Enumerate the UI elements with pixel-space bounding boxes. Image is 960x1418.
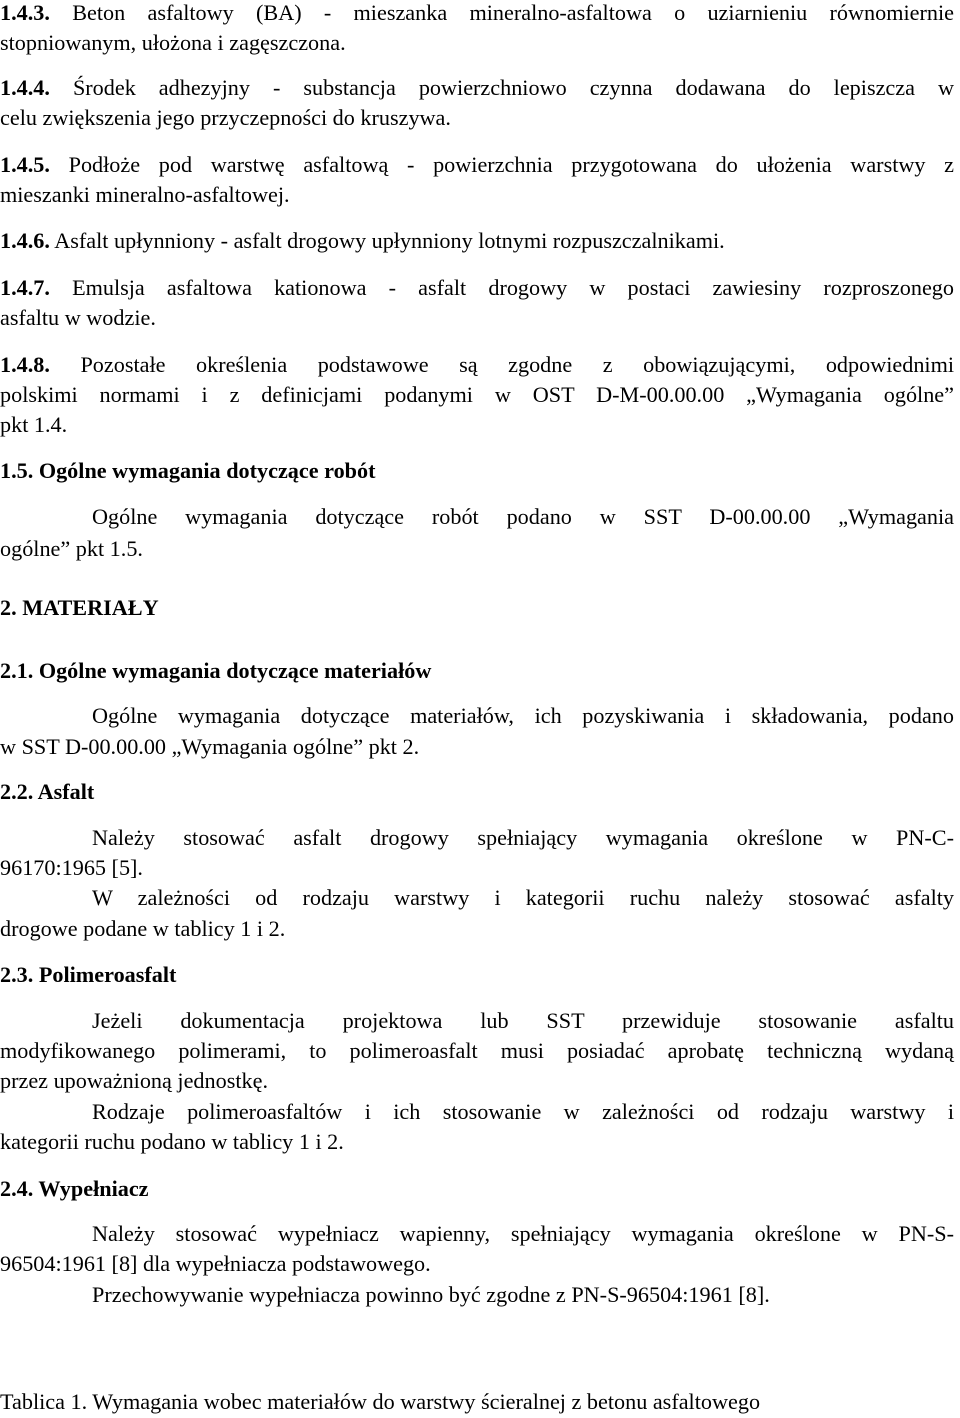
definition-1-4-7-line-2: asfaltu w wodzie.: [0, 305, 156, 330]
definition-number: 1.4.5.: [0, 152, 50, 177]
definition-text: Podłoże pod warstwę asfaltową - powierzchnia przygotowana do ułożenia warstwy z: [68, 152, 955, 177]
section-1-5-paragraph-line-2: ogólne” pkt 1.5.: [0, 536, 143, 561]
section-2-1-paragraph-line-1: Ogólne wymagania dotyczące materiałów, ich pozyskiwania i składowania, podano: [92, 703, 954, 728]
definition-number: 1.4.8.: [0, 352, 50, 377]
definition-text: Asfalt upłynniony - asfalt drogowy upłynniony lotnymi rozpuszczalnikami.: [54, 228, 725, 253]
table-caption: Tablica 1. Wymagania wobec materiałów do warstwy ścieralnej z betonu asfaltowego: [0, 1389, 761, 1414]
section-2-3-paragraph-line-3: przez upoważnioną jednostkę.: [0, 1068, 268, 1093]
definition-number: 1.4.6.: [0, 228, 50, 253]
definition-number: 1.4.4.: [0, 75, 50, 100]
definition-number: 1.4.3.: [0, 0, 50, 25]
section-2-4-paragraph-line-3: Przechowywanie wypełniacza powinno być zgodne z PN-S-96504:1961 [8].: [92, 1282, 770, 1307]
definition-1-4-3-line-2: stopniowanym, ułożona i zagęszczona.: [0, 30, 346, 55]
section-2-1-paragraph-line-2: w SST D-00.00.00 „Wymagania ogólne” pkt 2.: [0, 734, 420, 759]
section-2-2-paragraph-line-3: W zależności od rodzaju warstwy i kategorii ruchu należy stosować asfalty: [92, 885, 954, 910]
definition-text: Emulsja asfaltowa kationowa - asfalt drogowy w postaci zawiesiny rozproszonego: [72, 275, 954, 300]
definition-1-4-7-line-1: [0, 273, 954, 303]
section-1-5-paragraph-line-1: Ogólne wymagania dotyczące robót podano w SST D-00.00.00 „Wymagania: [92, 504, 954, 529]
section-heading-1-5: 1.5. Ogólne wymagania dotyczące robót: [0, 458, 376, 483]
definition-1-4-8-line-3: pkt 1.4.: [0, 412, 68, 437]
section-heading-2-1: 2.1. Ogólne wymagania dotyczące materiałów: [0, 658, 432, 683]
section-heading-2-2: 2.2. Asfalt: [0, 779, 95, 804]
section-2-4-paragraph-line-2: 96504:1961 [8] dla wypełniacza podstawowego.: [0, 1251, 431, 1276]
definition-number: 1.4.7.: [0, 275, 50, 300]
section-2-3-paragraph-line-2: modyfikowanego polimerami, to polimeroasfalt musi posiadać aprobatę techniczną wydaną: [0, 1038, 954, 1063]
section-2-2-paragraph-line-4: drogowe podane w tablicy 1 i 2.: [0, 916, 286, 941]
definition-text: Środek adhezyjny - substancja powierzchniowo czynna dodawana do lepiszcza w: [72, 75, 954, 100]
chapter-heading-2: 2. MATERIAŁY: [0, 595, 159, 620]
definition-1-4-8-line-1: [0, 350, 954, 380]
section-2-2-paragraph-line-1: Należy stosować asfalt drogowy spełniający wymagania określone w PN-C-: [92, 825, 954, 850]
section-2-3-paragraph-line-1: Jeżeli dokumentacja projektowa lub SST przewiduje stosowanie asfaltu: [92, 1008, 954, 1033]
definition-1-4-5-line-2: mieszanki mineralno-asfaltowej.: [0, 182, 290, 207]
definition-1-4-5-line-1: [0, 150, 954, 180]
definition-1-4-3-line-1: [0, 0, 954, 28]
definition-text: Pozostałe określenia podstawowe są zgodne z obowiązującymi, odpowiednimi: [80, 352, 954, 377]
section-2-3-paragraph-line-5: kategorii ruchu podano w tablicy 1 i 2.: [0, 1129, 344, 1154]
section-heading-2-3: 2.3. Polimeroasfalt: [0, 962, 177, 987]
definition-1-4-4-line-1: [0, 73, 954, 103]
definition-1-4-8-line-2: polskimi normami i z definicjami podanymi w OST D-M-00.00.00 „Wymagania ogólne”: [0, 382, 954, 407]
definition-1-4-4-line-2: celu zwiększenia jego przyczepności do kruszywa.: [0, 105, 451, 130]
section-2-4-paragraph-line-1: Należy stosować wypełniacz wapienny, spełniający wymagania określone w PN-S-: [92, 1221, 954, 1246]
definition-text: Beton asfaltowy (BA) - mieszanka mineralno-asfaltowa o uziarnieniu równomiernie: [72, 0, 954, 25]
definition-1-4-6-line-1: [0, 226, 954, 256]
section-2-2-paragraph-line-2: 96170:1965 [5].: [0, 855, 143, 880]
section-2-3-paragraph-line-4: Rodzaje polimeroasfaltów i ich stosowanie w zależności od rodzaju warstwy i: [92, 1099, 954, 1124]
section-heading-2-4: 2.4. Wypełniacz: [0, 1176, 149, 1201]
